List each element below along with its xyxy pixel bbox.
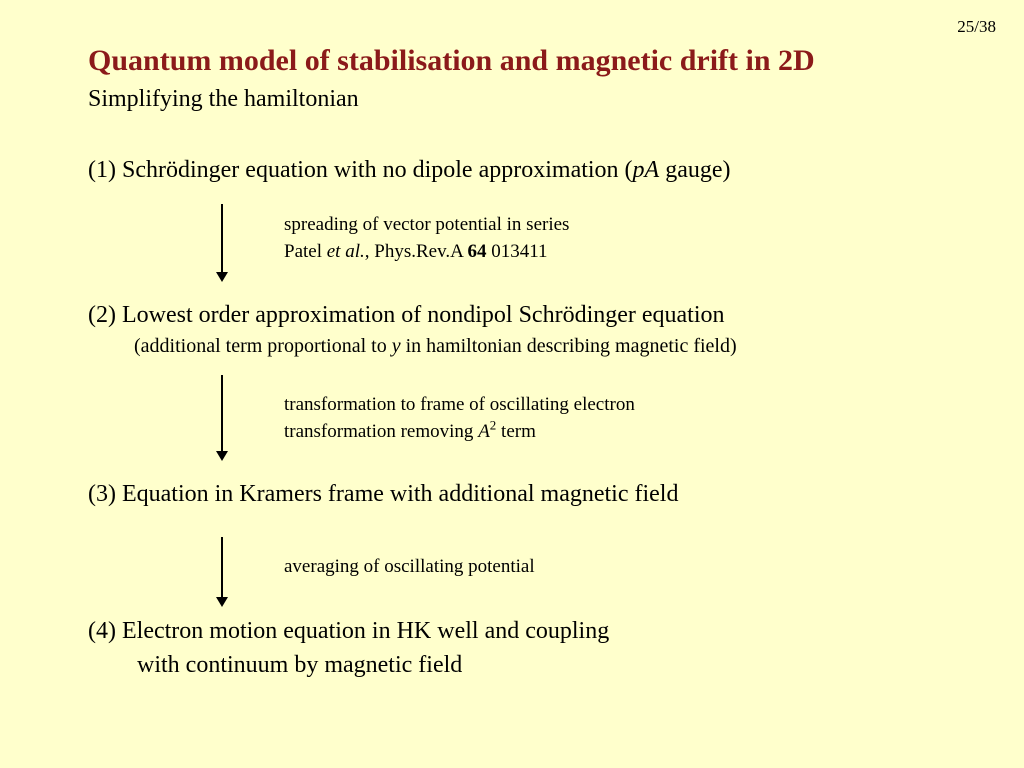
step-4-line-2: with continuum by magnetic field	[137, 652, 463, 678]
step-2-pre: (additional term proportional to	[134, 335, 392, 357]
slide-subtitle: Simplifying the hamiltonian	[88, 86, 359, 112]
note-1-author: Patel	[284, 241, 327, 262]
note-1-etal: et al.	[326, 241, 365, 262]
step-1-suffix: gauge)	[659, 157, 731, 183]
note-2-line-2	[284, 417, 536, 443]
note-1-line-2	[284, 241, 548, 263]
down-arrow-icon	[215, 537, 229, 607]
note-2-post: term	[496, 421, 536, 442]
step-1-gauge: pA	[632, 157, 660, 183]
step-1-prefix: (1) Schrödinger equation with no dipole approximation (	[88, 157, 633, 183]
step-3: (3) Equation in Kramers frame with additional magnetic field	[88, 481, 679, 507]
step-2-line-1: (2) Lowest order approximation of nondipol Schrödinger equation	[88, 302, 725, 328]
note-1-volume: 64	[467, 241, 487, 262]
step-2-var: y	[391, 335, 401, 357]
note-2-pre: transformation removing	[284, 421, 479, 442]
page-number: 25/38	[957, 17, 996, 36]
down-arrow-icon	[215, 375, 229, 461]
slide-title: Quantum model of stabilisation and magnetic drift in 2D	[88, 44, 815, 77]
note-3: averaging of oscillating potential	[284, 556, 535, 577]
note-2-line-1: transformation to frame of oscillating electron	[284, 394, 635, 415]
down-arrow-icon	[215, 204, 229, 282]
step-2-line-2	[134, 335, 737, 357]
note-2-var: A	[478, 421, 490, 442]
step-4-line-1: (4) Electron motion equation in HK well and coupling	[88, 618, 610, 644]
note-2-sup: 2	[489, 417, 497, 433]
note-1-journal: , Phys.Rev.A	[364, 241, 468, 262]
note-1-line-1: spreading of vector potential in series	[284, 214, 570, 235]
step-2-post: in hamiltonian describing magnetic field)	[400, 335, 737, 357]
note-1-page: 013411	[486, 241, 548, 262]
step-1	[88, 156, 731, 184]
